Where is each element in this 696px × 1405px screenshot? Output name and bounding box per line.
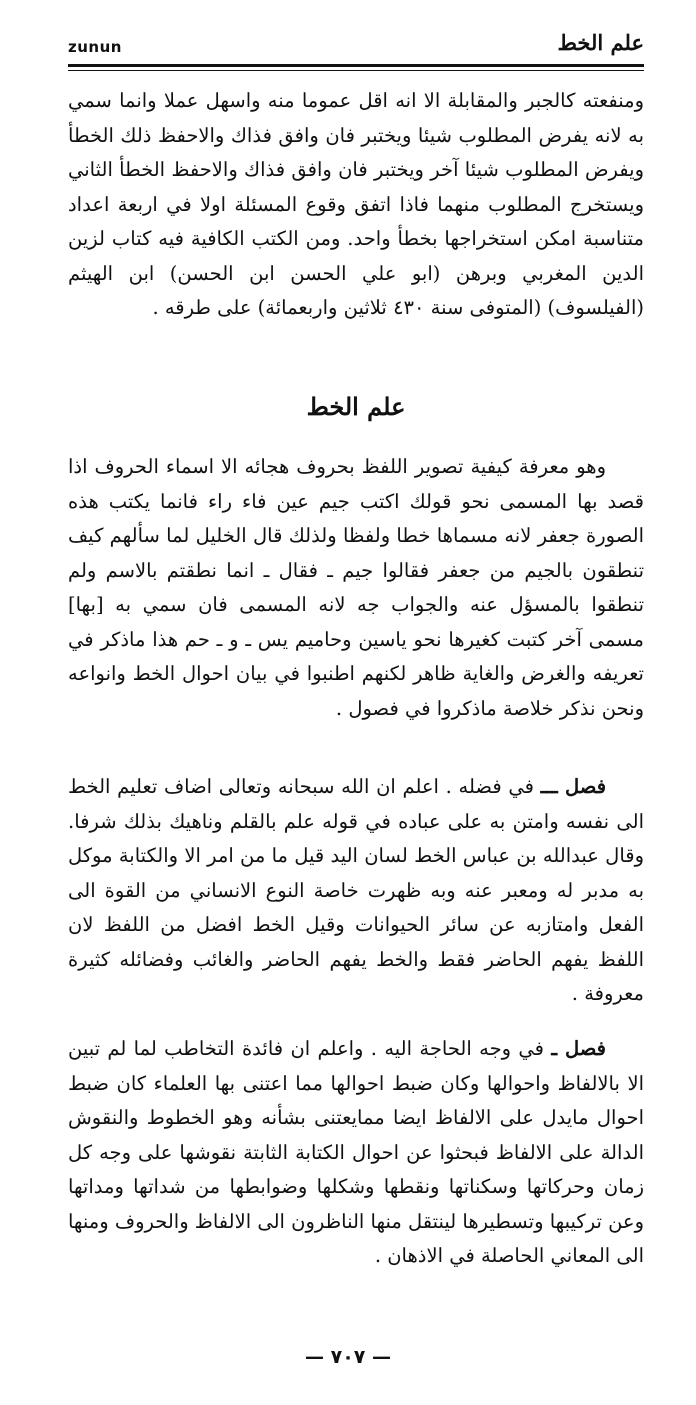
header-rule-thin bbox=[68, 70, 644, 71]
fasl-virtue-heading: فصل ـــ bbox=[540, 775, 607, 798]
paragraph-continuation: ومنفعته كالجبر والمقابلة الا انه اقل عموما منه واسهل عملا وانما سمي به لانه يفرض المطلوب شيئا ويختبر فان وافق فذاك والاحفظ ذلك الخطأ ويفرض المطلوب شيئا آخر ويختبر فان وافق فذاك والاحفظ الخطأ الثاني ويستخرج المطلوب منهما فاذا اتفق وقوع المسئلة اولا في اربعة اعداد متناسبة امكن استخراجها بخطأ واحد. ومن الكتب الكافية فيه كتاب لزين الدين المغربي وبرهن (ابو علي الحسن ابن الحسن) ابن الهيثم (الفيلسوف) (المتوفى سنة ٤٣٠ ثلاثين واربعمائة) على طرقه . bbox=[68, 89, 644, 319]
section-intro-paragraph: وهو معرفة كيفية تصوير اللفظ بحروف هجائه الا اسماء الحروف اذا قصد بها المسمى نحو قولك اكتب جيم عين فاء راء فانما يكتب هذه الصورة جعفر لانه مسماها خطا ولفظا ولذلك قال الخليل لما سألهم كيف تنطقون بالجيم من جعفر فقالوا جيم ـ فقال ـ انما نطقتم بالاسم ولم تنطقوا بالمسؤل عنه والجواب جه لانه المسمى فان سمي به [بها] مسمى آخر كتبت كغيرها نحو ياسين وحاميم يس ـ و ـ حم هذا ماذكر في تعريفه والغرض والغاية ظاهر لكنهم اطنبوا في بيان احوال الخط وانواعه ونحن نذكر خلاصة ماذكروا في فصول . bbox=[68, 455, 644, 720]
fasl-virtue-paragraph bbox=[68, 770, 644, 1012]
fasl-virtue-text: في فضله . اعلم ان الله سبحانه وتعالى اضاف تعليم الخط الى نفسه وامتن به على عباده في قوله علم بالقلم وناهيك بذلك شرفا. وقال عبدالله بن عباس الخط لسان اليد قيل ما من امر الا والكتابة موكل به مدبر له ومعبر عنه وبه ظهرت خاصة النوع الانساني من القوة الى الفعل وامتازبه عن سائر الحيوانات وقيل الخط افضل من اللفظ لان اللفظ يفهم الحاضر فقط والخط يفهم الحاضر والغائب وفضائله كثيرة معروفة . bbox=[68, 775, 644, 1005]
header-right-title: علم الخط bbox=[557, 30, 644, 55]
section-title: علم الخط bbox=[306, 392, 406, 421]
header-left-text: zunun bbox=[68, 38, 122, 56]
page-number: — ٧٠٧ — bbox=[304, 1346, 392, 1368]
header-rule-thick bbox=[68, 64, 644, 67]
fasl-need-text: في وجه الحاجة اليه . واعلم ان فائدة التخاطب لما لم تبين الا بالالفاظ واحوالها وكان ضبط احوالها مما اعتنى بها العلماء كان ضبط احوال مايدل على الالفاظ ايضا ممايعتنى بشأنه وهو الخطوط والنقوش الدالة على الالفاظ فبحثوا عن احوال الكتابة الثابتة نقوشها على وجه كل زمان وحركاتها وسكناتها ونقطها وشكلها وضوابطها من شداتها ومداتها وعن تركيبها وتسطيرها لينتقل منها الناظرون الى الالفاظ والحروف ومنها الى المعاني الحاصلة في الاذهان . bbox=[67, 1037, 644, 1267]
fasl-need-heading: فصل ـ bbox=[551, 1037, 606, 1060]
running-header bbox=[68, 28, 644, 64]
fasl-need-paragraph bbox=[68, 1032, 644, 1274]
